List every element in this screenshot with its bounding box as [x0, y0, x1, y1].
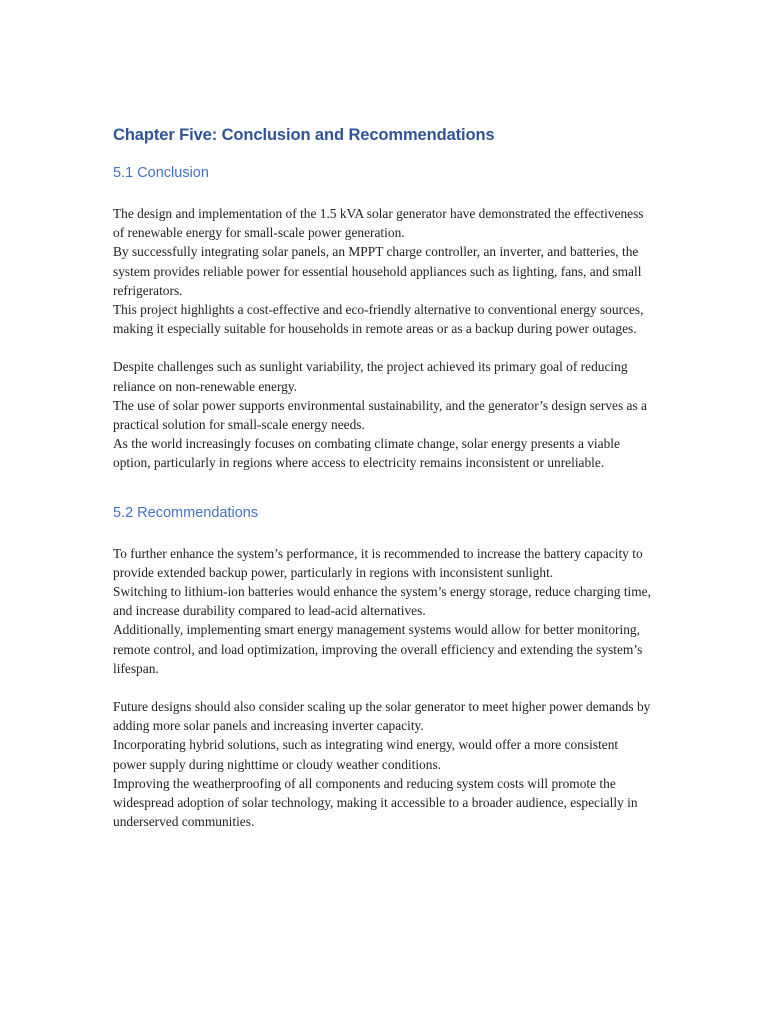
- paragraph: Despite challenges such as sunlight variability, the project achieved its primary goal of reducing reliance on non-renewable energy.: [113, 359, 628, 394]
- section-heading-conclusion: 5.1 Conclusion: [113, 165, 209, 181]
- paragraph: Improving the weatherproofing of all components and reducing system costs will promote the widespread adoption of solar technology, making it accessible to a broader audience, especially in underserved communities.: [113, 775, 638, 830]
- paragraph: By successfully integrating solar panels, an MPPT charge controller, an inverter, and batteries, the system provides reliable power for essential household appliances such as lighting, fans, and small refrigerators.: [113, 244, 642, 298]
- paragraph: The design and implementation of the 1.5 kVA solar generator have demonstrated the effectiveness of renewable energy for small-scale power generation.: [113, 206, 644, 241]
- section-heading-recommendations: 5.2 Recommendations: [113, 504, 259, 521]
- paragraph-group: [113, 357, 653, 472]
- paragraph-group: [113, 204, 653, 338]
- paragraph: Incorporating hybrid solutions, such as integrating wind energy, would offer a more consistent power supply during nighttime or cloudy weather conditions.: [113, 737, 619, 772]
- paragraph: Future designs should also consider scaling up the solar generator to meet higher power demands by adding more solar panels and increasing inverter capacity.: [113, 699, 651, 734]
- paragraph: To further enhance the system’s performance, it is recommended to increase the battery capacity to provide extended backup power, particularly in regions with inconsistent sunlight.: [113, 545, 643, 580]
- paragraph: Switching to lithium-ion batteries would enhance the system’s energy storage, reduce charging time, and increase durability compared to lead-acid alternatives.: [113, 584, 651, 619]
- paragraph-group: [113, 544, 653, 678]
- chapter-title: Chapter Five: Conclusion and Recommendations: [113, 126, 495, 144]
- document-body: [113, 124, 653, 831]
- paragraph-group: [113, 697, 653, 831]
- paragraph: As the world increasingly focuses on combating climate change, solar energy presents a viable option, particularly in regions where access to electricity remains inconsistent or unreliable.: [113, 436, 620, 471]
- paragraph: The use of solar power supports environmental sustainability, and the generator’s design serves as a practical solution for small-scale energy needs.: [113, 397, 647, 433]
- paragraph: Additionally, implementing smart energy management systems would allow for better monitoring, remote control, and load optimization, improving the overall efficiency and extending the system’s lifespan.: [113, 622, 643, 676]
- paragraph: This project highlights a cost-effective and eco-friendly alternative to conventional energy sources, making it especially suitable for households in remote areas or as a backup during power outages.: [113, 302, 644, 337]
